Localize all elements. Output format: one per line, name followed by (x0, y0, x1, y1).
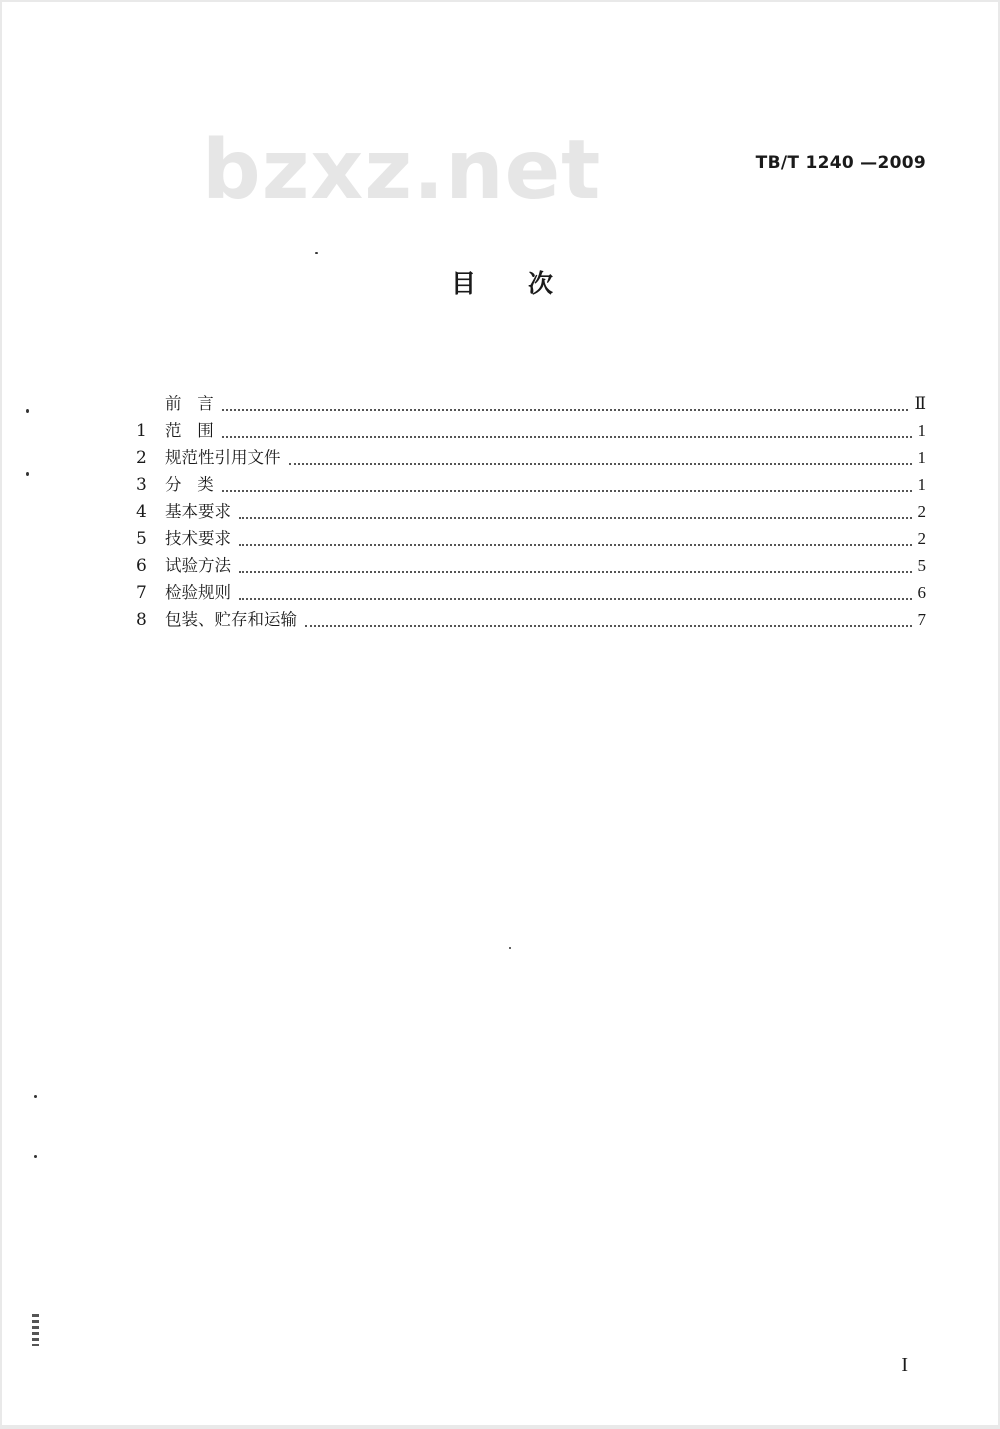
toc-entry-test-methods[interactable] (136, 552, 926, 579)
scan-speck (509, 947, 511, 949)
toc-entry-label: 分 类 (165, 475, 214, 494)
toc-entry-label: 试验方法 (165, 556, 231, 575)
toc-entry-number: 2 (136, 448, 147, 468)
toc-entry-page: 2 (917, 502, 926, 521)
toc-entry-preface[interactable] (136, 390, 926, 417)
toc-entry-label: 规范性引用文件 (165, 448, 281, 467)
toc-entry-page: 2 (917, 529, 926, 548)
toc-entry-label: 基本要求 (165, 502, 231, 521)
leader-dots (239, 598, 912, 600)
binding-mark (32, 1314, 39, 1346)
toc-entry-page: Ⅱ (914, 394, 926, 413)
toc-entry-page: 1 (917, 448, 926, 467)
scan-speck (34, 1095, 37, 1098)
page-title: 目次 (450, 269, 605, 298)
toc-entry-scope[interactable] (136, 417, 926, 444)
toc-entry-page: 1 (917, 475, 926, 494)
leader-dots (239, 571, 912, 573)
scan-speck (26, 472, 29, 476)
scan-speck (34, 1155, 37, 1158)
leader-dots (222, 436, 912, 438)
toc-entry-number: 1 (136, 421, 147, 441)
standard-number: TB/T 1240 —2009 (755, 153, 926, 173)
toc-entry-basic-requirements[interactable] (136, 498, 926, 525)
leader-dots (289, 463, 912, 465)
toc-entry-number: 8 (136, 610, 147, 630)
watermark: bzxz.net (202, 123, 602, 218)
toc-entry-number: 7 (136, 583, 147, 603)
scan-speck (315, 252, 318, 254)
toc-entry-number: 5 (136, 529, 147, 549)
leader-dots (239, 517, 912, 519)
document-page (2, 2, 998, 1425)
leader-dots (305, 625, 912, 627)
toc-entry-label: 检验规则 (165, 583, 231, 602)
leader-dots (222, 490, 912, 492)
toc-entry-number: 3 (136, 475, 147, 495)
toc-entry-label: 前 言 (165, 394, 214, 413)
toc-entry-label: 技术要求 (165, 529, 231, 548)
toc-entry-technical-requirements[interactable] (136, 525, 926, 552)
leader-dots (222, 409, 909, 411)
leader-dots (239, 544, 912, 546)
table-of-contents (136, 390, 926, 633)
toc-entry-number: 6 (136, 556, 147, 576)
toc-entry-page: 5 (917, 556, 926, 575)
toc-entry-page: 6 (917, 583, 926, 602)
toc-entry-packaging-storage-transport[interactable] (136, 606, 926, 633)
toc-entry-page: 7 (917, 610, 926, 629)
toc-entry-classification[interactable] (136, 471, 926, 498)
toc-entry-label: 范 围 (165, 421, 214, 440)
toc-entry-normative-references[interactable] (136, 444, 926, 471)
scan-speck (26, 409, 29, 413)
toc-entry-number: 4 (136, 502, 147, 522)
page-number: I (901, 1354, 908, 1376)
toc-entry-label: 包装、贮存和运输 (165, 610, 297, 629)
toc-entry-inspection-rules[interactable] (136, 579, 926, 606)
toc-entry-page: 1 (917, 421, 926, 440)
